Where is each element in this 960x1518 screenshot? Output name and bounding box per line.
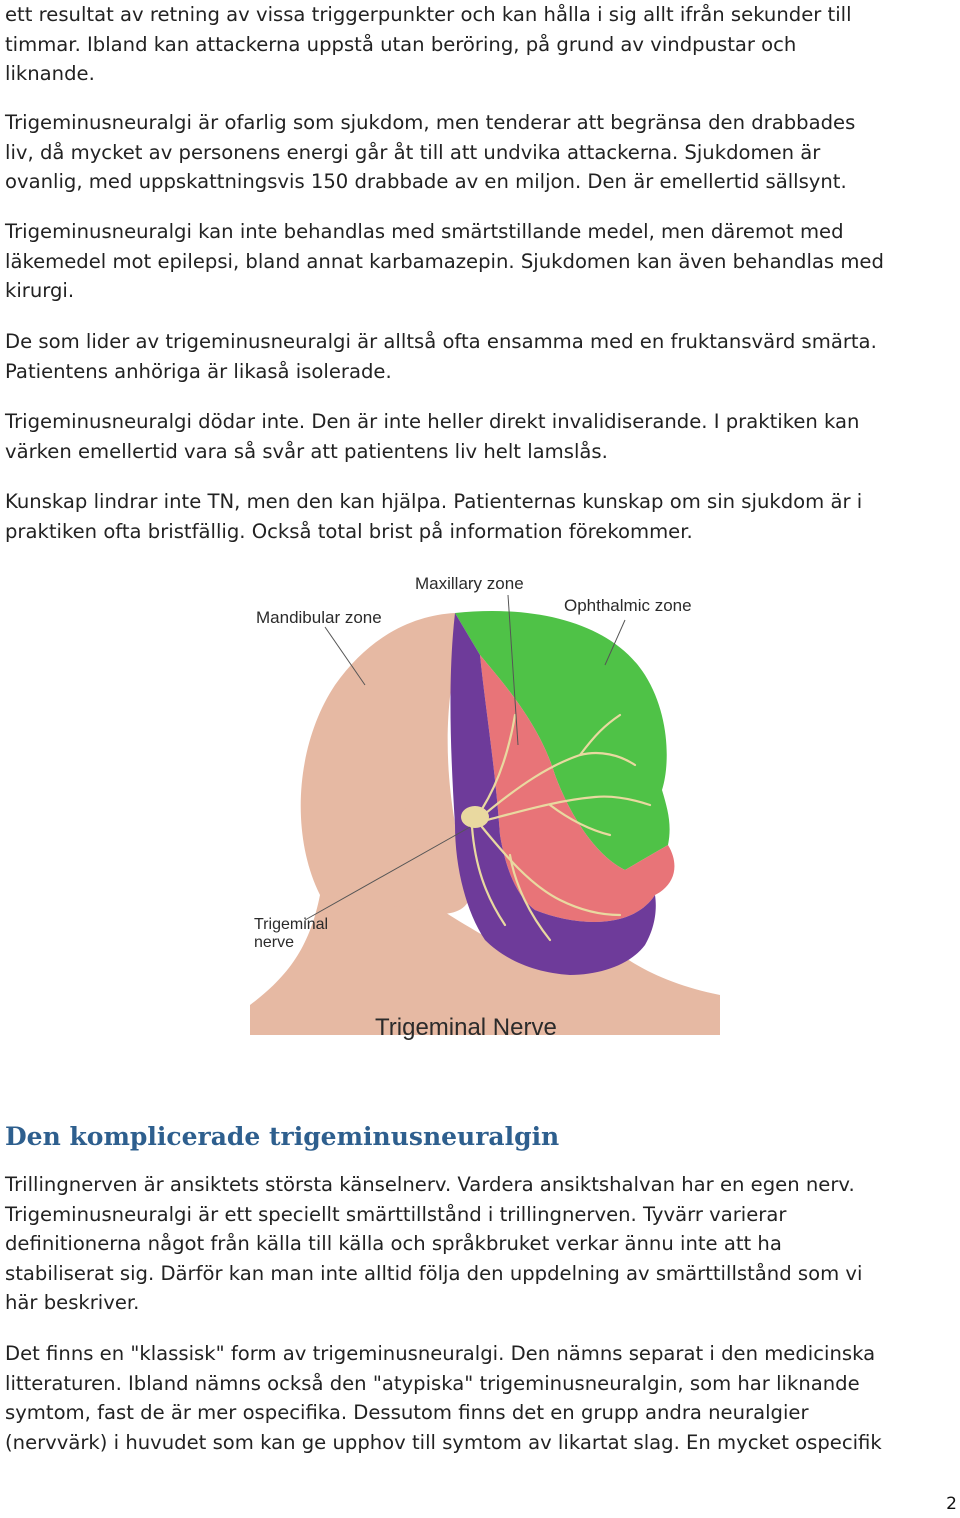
paragraph-definition [5, 1170, 960, 1318]
text-line: De som lider av trigeminusneuralgi är alltså ofta ensamma med en fruktansvärd smärta. [5, 330, 877, 353]
text-line: Trillingnerven är ansiktets största känselnerv. Vardera ansiktshalvan har en egen nerv. [5, 1173, 855, 1196]
paragraph-classic-form [5, 1339, 960, 1457]
text-line: Trigeminusneuralgi är ett speciellt smärttillstånd i trillingnerven. Tyvärr varierar [5, 1202, 787, 1226]
text-line: kirurgi. [5, 279, 75, 302]
text-line: definitionerna något från källa till källa och språkbruket verkar ännu inte att ha [5, 1232, 782, 1255]
text-line: ett resultat av retning av vissa triggerpunkter och kan hålla i sig allt ifrån sekunder till [5, 3, 852, 26]
paragraph-not-deadly [5, 407, 960, 466]
paragraph-harmless [5, 108, 960, 197]
text-line: värken emellertid vara så svår att patientens liv helt lamslås. [5, 439, 608, 463]
section-heading: Den komplicerade trigeminusneuralgin [5, 1122, 560, 1151]
trigeminal-ganglion [461, 806, 489, 828]
text-line: läkemedel mot epilepsi, bland annat karbamazepin. Sjukdomen kan även behandlas med [5, 249, 884, 273]
page-number: 2 [946, 1494, 957, 1514]
text-line: Trigeminusneuralgi dödar inte. Den är inte heller direkt invalidiserande. I praktiken kan [5, 410, 860, 433]
text-line: praktiken ofta bristfällig. Också total brist på information förekommer. [5, 519, 693, 543]
text-line: här beskriver. [5, 1291, 140, 1314]
label-maxillary-zone: Maxillary zone [415, 574, 524, 593]
text-line: (nervvärk) i huvudet som kan ge upphov till symtom av likartat slag. En mycket ospecifik [5, 1430, 882, 1454]
trigeminal-illustration [250, 565, 720, 1055]
trigeminal-nerve-figure [250, 565, 720, 1055]
label-trigeminal-line2: nerve [254, 934, 295, 951]
paragraph-knowledge [5, 487, 960, 546]
label-ophthalmic-zone: Ophthalmic zone [564, 596, 692, 615]
text-line: Det finns en "klassisk" form av trigeminusneuralgi. Den nämns separat i den medicinska [5, 1342, 876, 1365]
text-line: Trigeminusneuralgi är ofarlig som sjukdom, men tenderar att begränsa den drabbades [5, 111, 856, 134]
text-line: Patientens anhöriga är likaså isolerade. [5, 359, 392, 383]
text-line: liknande. [5, 62, 95, 85]
label-trigeminal-line1: Trigeminal [254, 916, 329, 933]
paragraph-attack-duration [5, 0, 960, 89]
text-line: litteraturen. Ibland nämns också den "atypiska" trigeminusneuralgin, som har liknande [5, 1371, 860, 1395]
text-line: liv, då mycket av personens energi går åt till att undvika attackerna. Sjukdomen är [5, 140, 821, 164]
paragraph-treatment [5, 217, 960, 306]
text-line: ovanlig, med uppskattningsvis 150 drabbade av en miljon. Den är emellertid sällsynt. [5, 170, 847, 193]
text-line: symtom, fast de är mer ospecifika. Dessutom finns det en grupp andra neuralgier [5, 1401, 809, 1424]
text-line: timmar. Ibland kan attackerna uppstå utan beröring, på grund av vindpustar och [5, 32, 797, 56]
text-line: stabiliserat sig. Därför kan man inte alltid följa den uppdelning av smärttillstånd som vi [5, 1261, 863, 1285]
text-line: Kunskap lindrar inte TN, men den kan hjälpa. Patienternas kunskap om sin sjukdom är i [5, 490, 863, 513]
paragraph-isolation [5, 327, 960, 386]
label-mandibular-zone: Mandibular zone [256, 608, 382, 627]
figure-caption: Trigeminal Nerve [375, 1014, 557, 1041]
text-line: Trigeminusneuralgi kan inte behandlas med smärtstillande medel, men däremot med [5, 220, 844, 243]
